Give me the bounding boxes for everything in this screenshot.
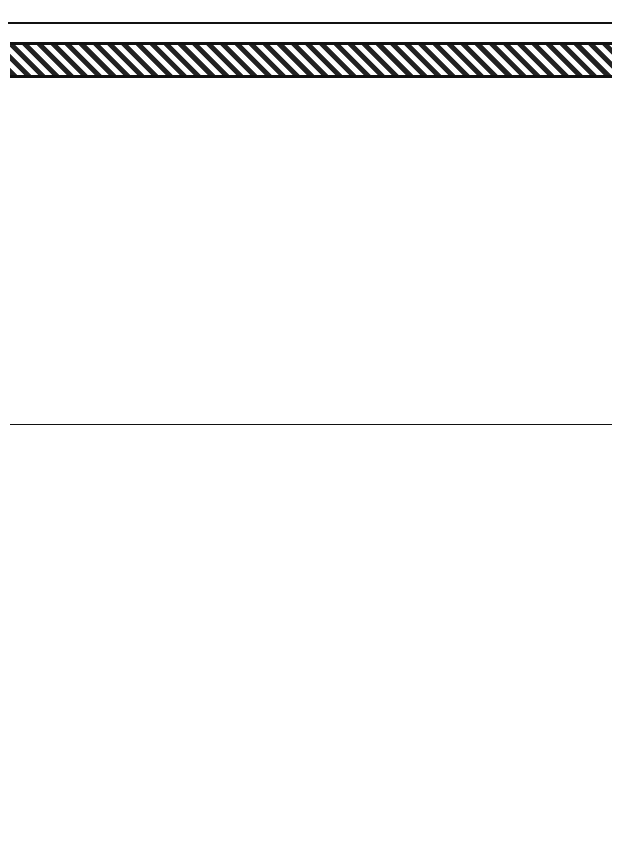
cartelera-banner [10,42,612,78]
page-header [8,4,612,24]
divider [10,424,612,425]
listings-top [12,86,612,416]
listings-regional [10,440,612,840]
